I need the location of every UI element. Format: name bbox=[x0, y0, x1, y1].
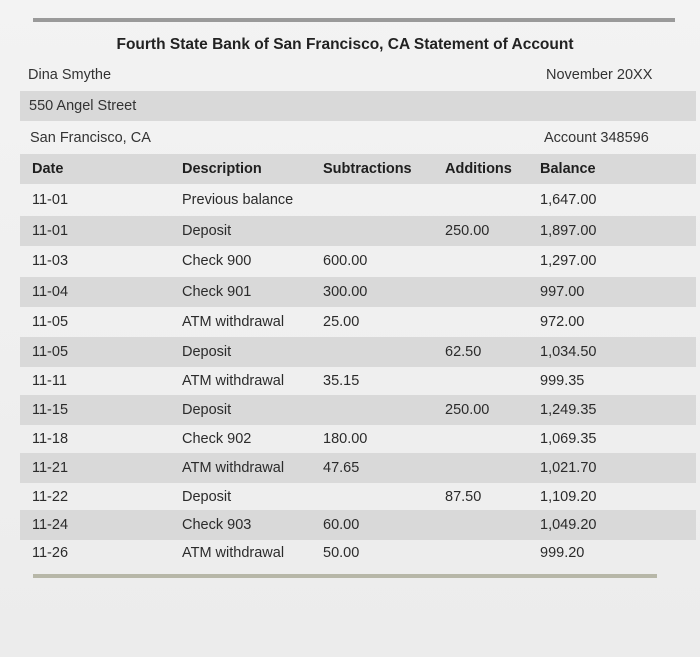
row-balance: 1,021.70 bbox=[540, 460, 597, 476]
table-row bbox=[20, 185, 696, 215]
row-description: Deposit bbox=[182, 402, 232, 418]
row-balance: 1,034.50 bbox=[540, 344, 597, 360]
row-description: Deposit bbox=[182, 489, 232, 505]
table-row bbox=[20, 216, 696, 246]
row-additions: 250.00 bbox=[445, 402, 490, 418]
bottom-rule bbox=[33, 574, 657, 578]
row-balance: 999.20 bbox=[540, 545, 585, 561]
row-subtractions: 300.00 bbox=[323, 284, 368, 300]
statement-title: Fourth State Bank of San Francisco, CA Statement of Account bbox=[116, 36, 574, 53]
row-subtractions: 600.00 bbox=[323, 253, 368, 269]
row-date: 11-15 bbox=[32, 402, 69, 418]
row-date: 11-01 bbox=[32, 192, 69, 208]
row-date: 11-21 bbox=[32, 460, 69, 476]
row-date: 11-11 bbox=[32, 373, 67, 389]
top-rule bbox=[33, 18, 675, 22]
header-date: Date bbox=[32, 161, 64, 177]
row-balance: 1,897.00 bbox=[540, 223, 597, 239]
row-description: Check 900 bbox=[182, 253, 252, 269]
header-additions: Additions bbox=[445, 161, 512, 177]
row-description: ATM withdrawal bbox=[182, 314, 285, 330]
table-row bbox=[20, 395, 696, 425]
row-description: Check 903 bbox=[182, 517, 252, 533]
row-date: 11-05 bbox=[32, 344, 69, 360]
row-balance: 1,069.35 bbox=[540, 431, 597, 447]
header-subtractions: Subtractions bbox=[323, 161, 412, 177]
row-description: Deposit bbox=[182, 223, 232, 239]
table-row bbox=[20, 337, 696, 367]
account-number: Account 348596 bbox=[544, 130, 649, 146]
header-balance: Balance bbox=[540, 161, 596, 177]
row-balance: 1,109.20 bbox=[540, 489, 597, 505]
row-description: Check 902 bbox=[182, 431, 252, 447]
row-description: Check 901 bbox=[182, 284, 252, 300]
row-description: Previous balance bbox=[182, 192, 294, 208]
customer-name: Dina Smythe bbox=[28, 67, 112, 83]
row-description: ATM withdrawal bbox=[182, 545, 285, 561]
row-balance: 997.00 bbox=[540, 284, 585, 300]
table-row bbox=[20, 424, 696, 454]
row-balance: 1,647.00 bbox=[540, 192, 597, 208]
row-balance: 1,249.35 bbox=[540, 402, 597, 418]
info-row-street bbox=[20, 91, 696, 121]
row-description: ATM withdrawal bbox=[182, 460, 285, 476]
table-row bbox=[20, 538, 696, 568]
row-balance: 1,297.00 bbox=[540, 253, 597, 269]
statement-period: November 20XX bbox=[546, 67, 653, 83]
row-description: Deposit bbox=[182, 344, 232, 360]
row-description: ATM withdrawal bbox=[182, 373, 285, 389]
row-balance: 999.35 bbox=[540, 373, 585, 389]
table-row bbox=[20, 277, 696, 307]
row-date: 11-04 bbox=[32, 284, 69, 300]
row-balance: 1,049.20 bbox=[540, 517, 597, 533]
table-row bbox=[20, 510, 696, 540]
row-date: 11-26 bbox=[32, 545, 69, 561]
row-subtractions: 60.00 bbox=[323, 517, 360, 533]
row-subtractions: 50.00 bbox=[323, 545, 360, 561]
table-header bbox=[20, 154, 696, 184]
row-date: 11-22 bbox=[32, 489, 69, 505]
header-description: Description bbox=[182, 161, 262, 177]
row-balance: 972.00 bbox=[540, 314, 585, 330]
row-additions: 87.50 bbox=[445, 489, 482, 505]
customer-city: San Francisco, CA bbox=[30, 130, 151, 146]
table-row bbox=[20, 453, 696, 483]
row-subtractions: 180.00 bbox=[323, 431, 368, 447]
info-row-name bbox=[20, 60, 696, 90]
row-date: 11-18 bbox=[32, 431, 69, 447]
row-additions: 250.00 bbox=[445, 223, 490, 239]
row-date: 11-03 bbox=[32, 253, 69, 269]
row-date: 11-05 bbox=[32, 314, 69, 330]
table-row bbox=[20, 307, 696, 337]
table-row bbox=[20, 246, 696, 276]
info-row-city bbox=[20, 123, 696, 153]
row-subtractions: 47.65 bbox=[323, 460, 360, 476]
row-additions: 62.50 bbox=[445, 344, 482, 360]
row-subtractions: 35.15 bbox=[323, 373, 360, 389]
row-date: 11-01 bbox=[32, 223, 69, 239]
table-row bbox=[20, 482, 696, 512]
customer-street: 550 Angel Street bbox=[29, 98, 137, 114]
row-subtractions: 25.00 bbox=[323, 314, 360, 330]
row-date: 11-24 bbox=[32, 517, 69, 533]
table-row bbox=[20, 366, 696, 396]
